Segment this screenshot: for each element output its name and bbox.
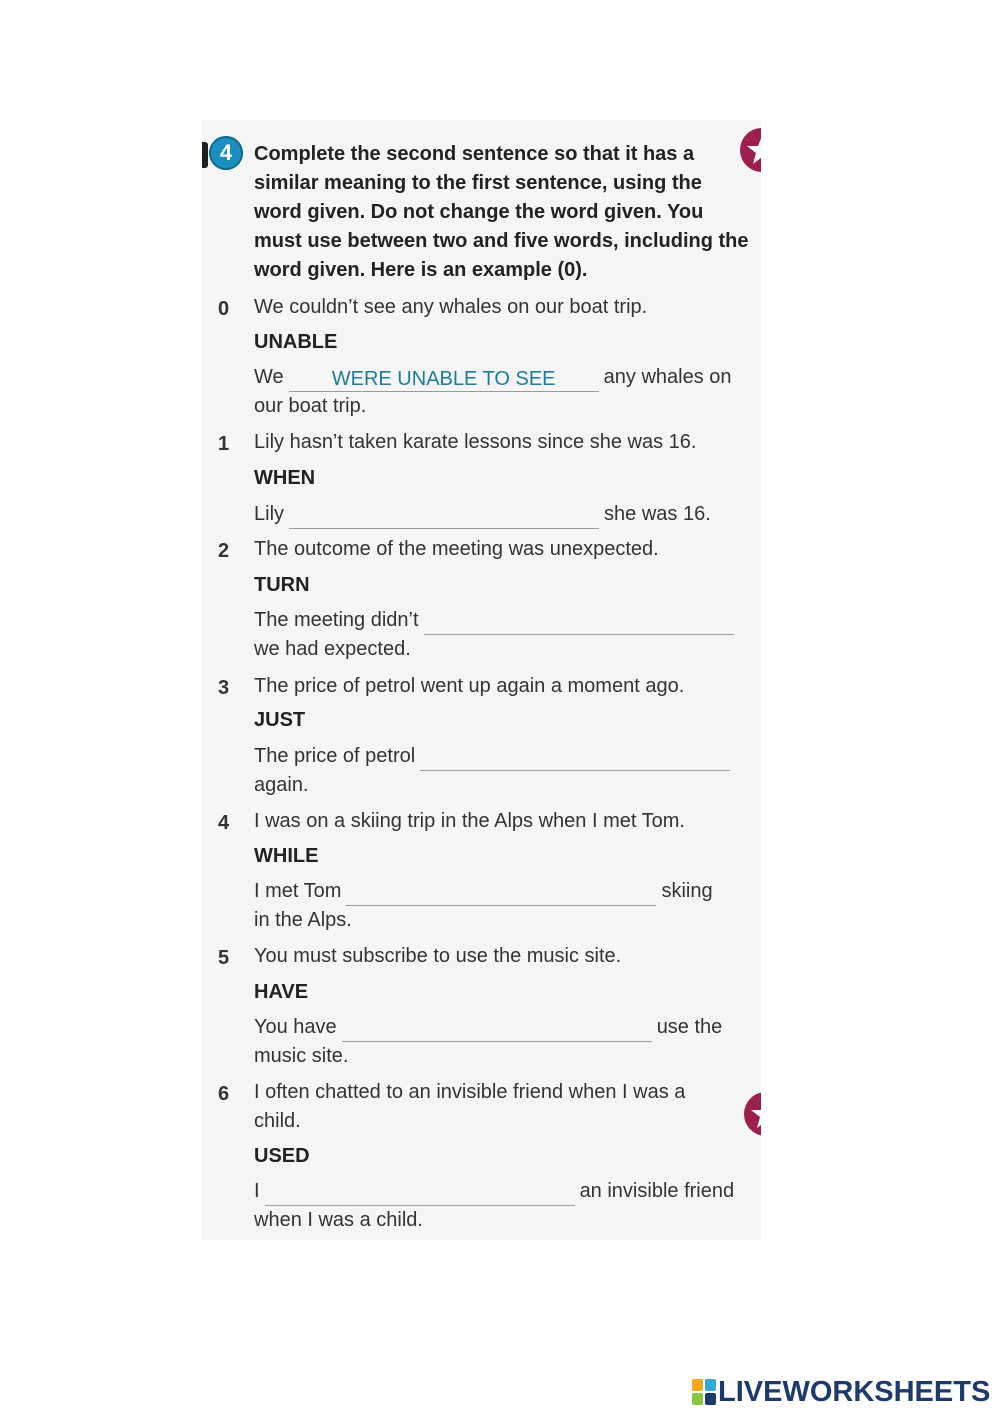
badge-strip bbox=[202, 142, 208, 168]
item-answer-line bbox=[254, 1177, 759, 1235]
item-number: 5 bbox=[218, 947, 230, 969]
text-continuation: again. bbox=[254, 774, 309, 796]
text-before: Lily bbox=[254, 503, 285, 525]
answer-blank[interactable] bbox=[342, 1017, 652, 1042]
answer-blank[interactable] bbox=[420, 746, 730, 771]
text-before: I bbox=[254, 1180, 260, 1202]
item-answer-line bbox=[254, 877, 759, 935]
item-keyword: JUST bbox=[254, 709, 306, 731]
exercise-number-badge: 4 bbox=[209, 136, 243, 170]
item-keyword: USED bbox=[254, 1145, 310, 1167]
answer-blank[interactable] bbox=[289, 504, 599, 529]
item-number: 6 bbox=[218, 1083, 230, 1105]
text-before: The meeting didn’t bbox=[254, 609, 419, 631]
watermark-text: LIVEWORKSHEETS bbox=[718, 1375, 991, 1408]
item-sentence: The price of petrol went up again a moment ago. bbox=[254, 675, 685, 697]
liveworksheets-watermark bbox=[692, 1375, 990, 1409]
text-continuation: our boat trip. bbox=[254, 395, 367, 417]
text-before: You have bbox=[254, 1016, 337, 1038]
item-sentence: I was on a skiing trip in the Alps when I met Tom. bbox=[254, 810, 685, 832]
exercise-panel bbox=[202, 120, 761, 1240]
item-number: 4 bbox=[218, 812, 230, 834]
text-after: any whales on bbox=[603, 366, 732, 388]
item-keyword: WHEN bbox=[254, 467, 316, 489]
item-sentence: We couldn’t see any whales on our boat trip. bbox=[254, 296, 648, 318]
item-sentence: The outcome of the meeting was unexpected. bbox=[254, 538, 659, 560]
liveworksheets-logo-icon bbox=[692, 1379, 716, 1405]
item-number: 1 bbox=[218, 433, 230, 455]
item-keyword: TURN bbox=[254, 574, 310, 596]
answer-blank[interactable]: WERE UNABLE TO SEE bbox=[289, 367, 599, 392]
item-keyword: UNABLE bbox=[254, 331, 338, 353]
answer-blank[interactable] bbox=[346, 881, 656, 906]
item-sentence: You must subscribe to use the music site. bbox=[254, 945, 622, 967]
item-number: 0 bbox=[218, 298, 230, 320]
item-answer-line bbox=[254, 606, 759, 664]
item-answer-line bbox=[254, 363, 759, 421]
item-answer-line bbox=[254, 500, 759, 529]
item-keyword: HAVE bbox=[254, 981, 309, 1003]
text-continuation: music site. bbox=[254, 1045, 349, 1067]
text-before: We bbox=[254, 366, 284, 388]
text-continuation: when I was a child. bbox=[254, 1209, 423, 1231]
text-after: an invisible friend bbox=[579, 1180, 735, 1202]
item-sentence: Lily hasn’t taken karate lessons since she was 16. bbox=[254, 431, 697, 453]
text-before: The price of petrol bbox=[254, 745, 416, 767]
item-number: 2 bbox=[218, 540, 230, 562]
star-icon bbox=[744, 1092, 761, 1136]
item-answer-line bbox=[254, 1013, 759, 1071]
item-number: 3 bbox=[218, 677, 230, 699]
answer-blank[interactable] bbox=[265, 1181, 575, 1206]
text-after: use the bbox=[656, 1016, 723, 1038]
item-answer-line bbox=[254, 742, 759, 800]
answer-blank[interactable] bbox=[424, 610, 734, 635]
text-before: I met Tom bbox=[254, 880, 342, 902]
item-keyword: WHILE bbox=[254, 845, 319, 867]
text-after: she was 16. bbox=[604, 503, 711, 525]
text-continuation: in the Alps. bbox=[254, 909, 352, 931]
text-continuation: we had expected. bbox=[254, 638, 411, 660]
exercise-instruction: Complete the second sentence so that it has a similar meaning to the first sentence, using the word given. Do not change the word given. You must use between two and five words, including the word given. Here is an example (0). bbox=[254, 143, 749, 281]
text-after: skiing bbox=[661, 880, 713, 902]
item-sentence: I often chatted to an invisible friend when I was a child. bbox=[254, 1081, 686, 1132]
